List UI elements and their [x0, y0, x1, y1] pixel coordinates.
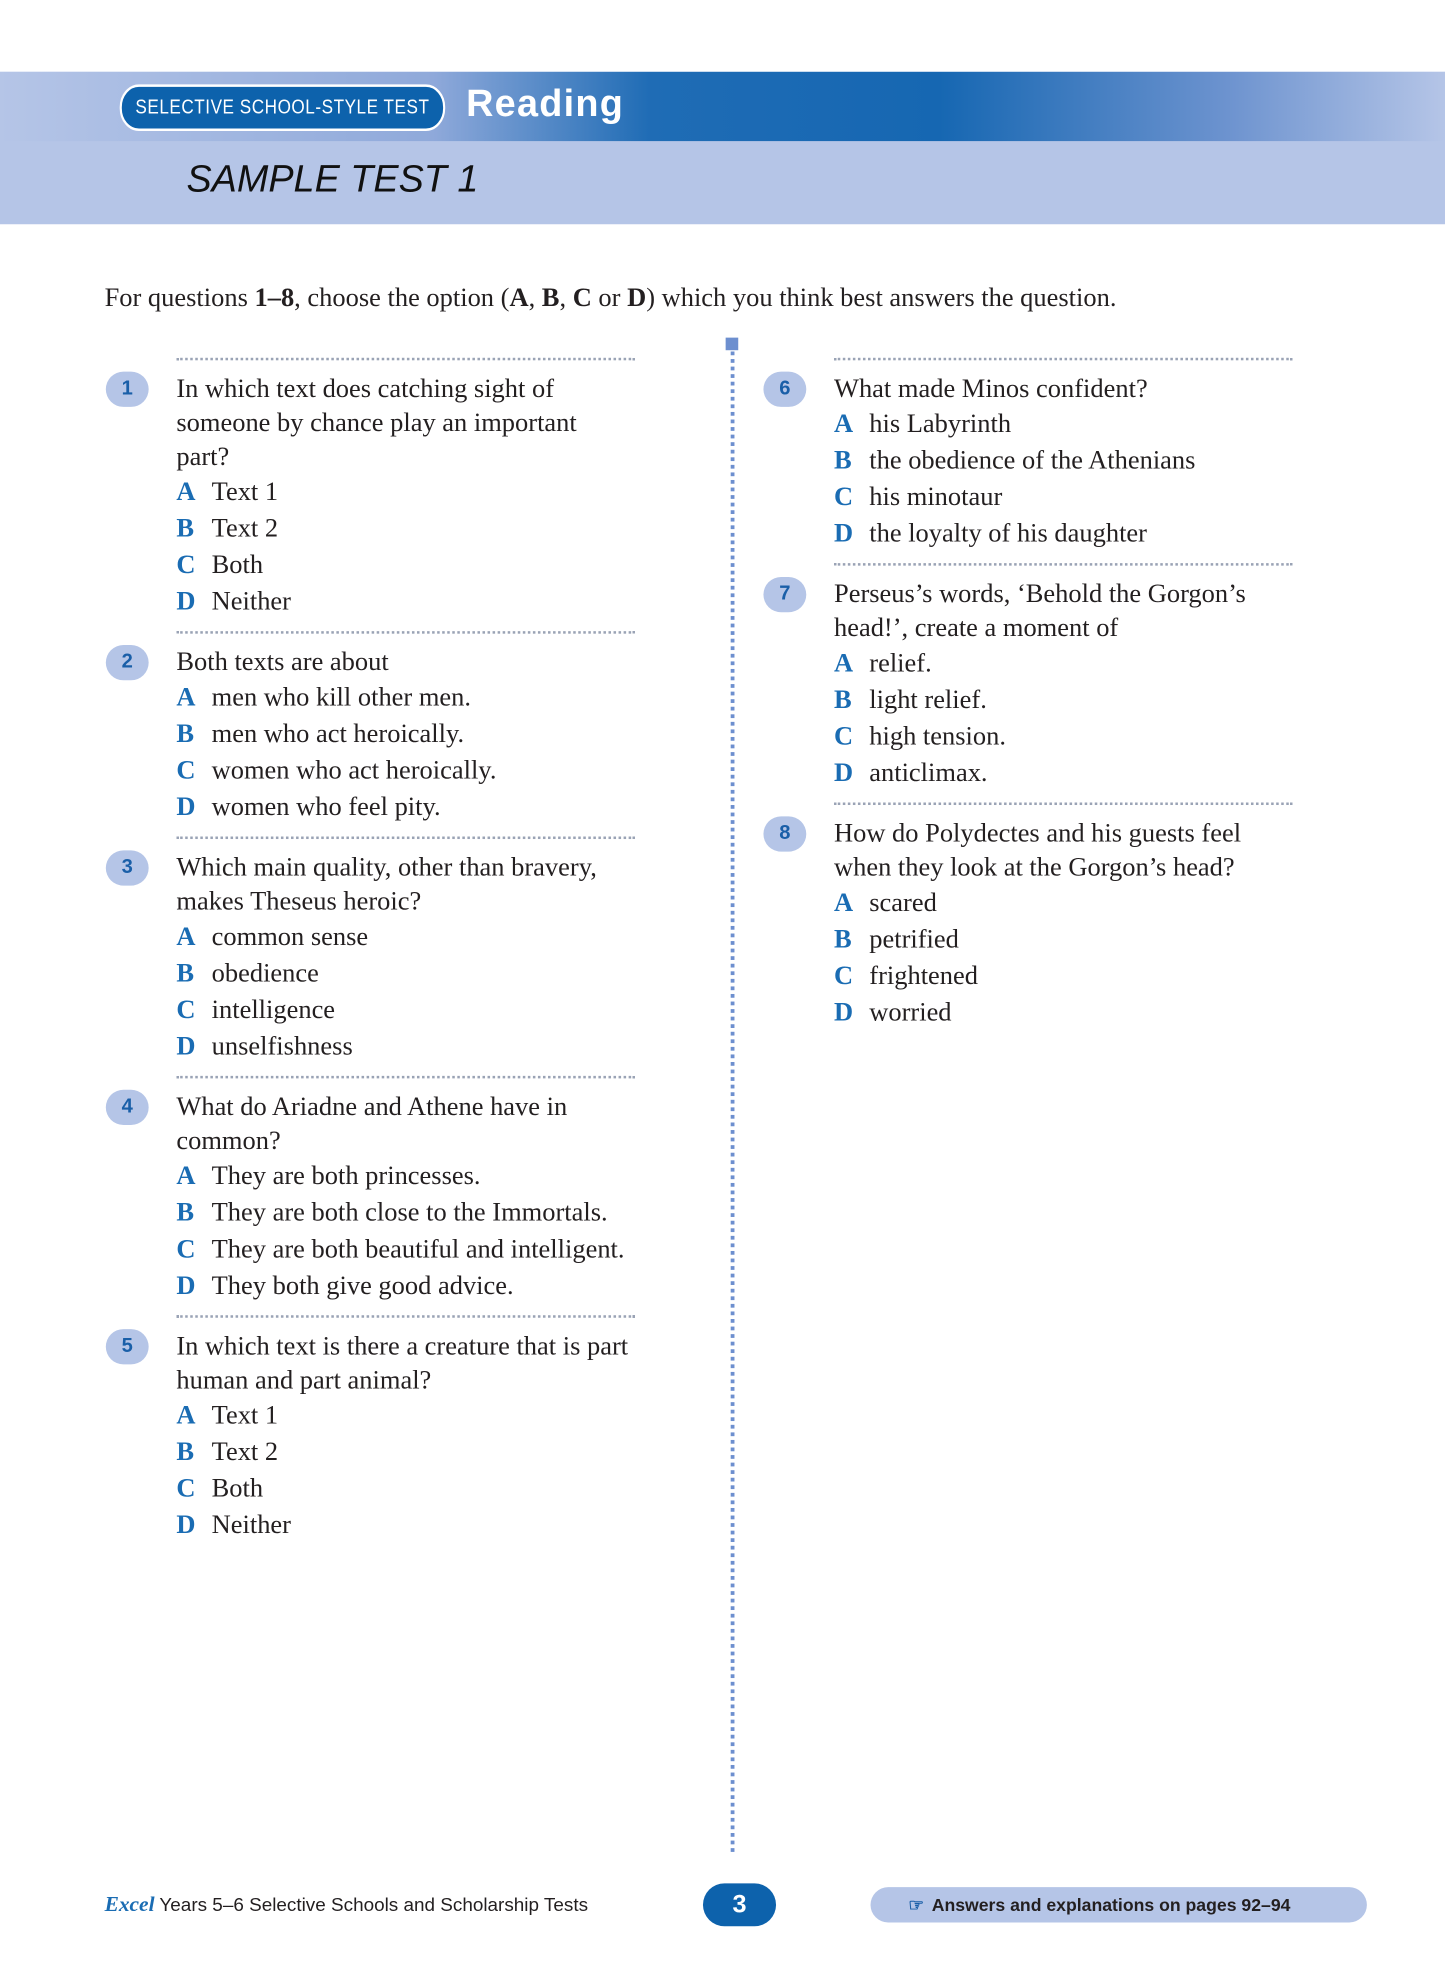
answer-option-d[interactable]: [834, 515, 1293, 552]
option-letter: B: [833, 444, 852, 475]
option-text: his Labyrinth: [869, 408, 1012, 439]
option-text: Both: [211, 1472, 264, 1503]
answer-option-b[interactable]: [834, 921, 1293, 958]
answer-option-c[interactable]: [834, 479, 1293, 516]
option-text: his minotaur: [869, 481, 1003, 512]
option-letter: C: [176, 1472, 196, 1503]
answer-option-a[interactable]: [834, 406, 1293, 443]
option-text: high tension.: [869, 720, 1006, 751]
intro-text: ) which you think best answers the question.: [646, 282, 1117, 313]
intro-text: ,: [528, 282, 542, 313]
answer-option-d[interactable]: [834, 994, 1293, 1031]
option-letter: C: [176, 549, 196, 580]
answer-option-b[interactable]: [176, 1194, 635, 1231]
answer-option-a[interactable]: [176, 474, 635, 511]
answers-text: Answers and explanations on pages 92–94: [931, 1894, 1291, 1915]
question-4: [121, 1076, 635, 1315]
option-text: light relief.: [869, 684, 987, 715]
question-stem: Both texts are about: [176, 646, 389, 677]
option-text: petrified: [869, 923, 959, 954]
answer-option-d[interactable]: [176, 1028, 635, 1065]
question-stem: What made Minos confident?: [833, 372, 1148, 404]
brand-logo: Excel: [104, 1892, 155, 1917]
option-letter: D: [176, 791, 196, 822]
answer-option-a[interactable]: [834, 645, 1293, 682]
answers-reference: [871, 1887, 1367, 1922]
intro-range: 1–8: [254, 282, 295, 313]
answer-option-c[interactable]: [834, 718, 1293, 755]
option-letter: A: [176, 476, 196, 507]
question-stem: What do Ariadne and Athene have in common?: [176, 1090, 568, 1156]
instructions: [105, 282, 1117, 313]
option-text: the obedience of the Athenians: [869, 444, 1196, 475]
option-letter: D: [176, 1269, 196, 1301]
option-text: common sense: [211, 920, 369, 952]
intro-letter: A: [509, 282, 529, 313]
left-column: [106, 358, 635, 1555]
option-text: women who feel pity.: [211, 791, 441, 822]
question-stem: In which text does catching sight of someone by chance play an important part?: [176, 372, 577, 472]
intro-text: or: [591, 282, 628, 313]
answer-option-c[interactable]: [834, 957, 1293, 994]
answer-option-b[interactable]: [834, 682, 1293, 719]
option-text: obedience: [211, 957, 319, 988]
option-letter: D: [833, 517, 854, 549]
option-text: They are both close to the Immortals.: [211, 1196, 608, 1228]
option-text: the loyalty of his daughter: [869, 517, 1147, 549]
option-letter: C: [176, 993, 196, 1025]
page-title: SAMPLE TEST 1: [186, 158, 479, 201]
answer-option-c[interactable]: [176, 1470, 635, 1507]
question-6: [779, 358, 1293, 563]
answer-option-b[interactable]: [176, 510, 635, 547]
option-text: unselfishness: [211, 1030, 353, 1061]
book-title: [105, 1892, 588, 1917]
option-text: Text 1: [211, 476, 279, 507]
answer-option-c[interactable]: [176, 752, 635, 789]
question-number-badge: 8: [763, 816, 806, 851]
intro-text: ,: [559, 282, 573, 313]
intro-letter: B: [541, 282, 560, 313]
option-letter: A: [833, 647, 854, 678]
option-letter: A: [176, 681, 196, 712]
option-letter: D: [833, 757, 854, 788]
option-letter: B: [176, 1196, 195, 1228]
option-text: frightened: [869, 959, 978, 991]
option-text: Both: [211, 549, 264, 580]
option-letter: D: [833, 996, 854, 1027]
option-letter: D: [176, 1030, 196, 1061]
right-column: [763, 358, 1292, 1042]
intro-text: , choose the option (: [294, 282, 510, 313]
test-type-badge: SELECTIVE SCHOOL-STYLE TEST: [120, 84, 446, 131]
question-number-badge: 5: [106, 1329, 149, 1364]
pointing-hand-icon: ☞: [908, 1894, 925, 1915]
option-text: Text 2: [211, 512, 279, 543]
option-text: anticlimax.: [869, 757, 988, 788]
option-text: Text 1: [211, 1399, 279, 1430]
intro-text: For questions: [104, 282, 255, 313]
option-letter: C: [833, 720, 854, 751]
answer-option-b[interactable]: [176, 716, 635, 753]
subject-heading: Reading: [466, 83, 625, 125]
answer-option-a[interactable]: [834, 884, 1293, 921]
question-number-badge: 7: [763, 577, 806, 612]
question-stem: Which main quality, other than bravery, makes Theseus heroic?: [176, 851, 597, 916]
option-text: men who act heroically.: [211, 718, 465, 749]
option-text: men who kill other men.: [211, 681, 472, 712]
option-letter: B: [176, 1436, 195, 1467]
option-text: They are both beautiful and intelligent.: [211, 1233, 625, 1264]
option-text: worried: [869, 996, 952, 1027]
option-letter: B: [833, 684, 852, 715]
option-letter: C: [833, 481, 854, 512]
answer-option-a[interactable]: [176, 1158, 635, 1195]
answer-option-b[interactable]: [176, 1434, 635, 1471]
question-number-badge: 3: [106, 850, 149, 885]
option-letter: B: [176, 512, 195, 543]
answer-option-a[interactable]: [176, 1397, 635, 1434]
option-text: intelligence: [211, 993, 336, 1025]
option-text: Neither: [211, 1509, 291, 1540]
answer-option-d[interactable]: [176, 1507, 635, 1544]
option-letter: A: [176, 1399, 196, 1430]
option-letter: A: [833, 886, 854, 918]
option-letter: B: [176, 957, 195, 988]
option-letter: C: [176, 754, 196, 785]
answer-option-d[interactable]: [834, 755, 1293, 792]
question-7: [779, 563, 1293, 802]
answer-option-c[interactable]: [176, 547, 635, 584]
answer-option-a[interactable]: [176, 918, 635, 955]
question-5: [121, 1315, 635, 1554]
option-letter: B: [833, 923, 852, 954]
option-letter: C: [176, 1233, 196, 1264]
option-letter: D: [176, 1509, 196, 1540]
question-8: [779, 802, 1293, 1041]
option-text: They both give good advice.: [211, 1269, 514, 1301]
question-stem: Perseus’s words, ‘Behold the Gorgon’s head!’, create a moment of: [833, 578, 1246, 643]
option-text: Neither: [211, 585, 291, 617]
option-letter: A: [176, 1160, 196, 1191]
option-letter: D: [176, 585, 196, 617]
page-number: 3: [703, 1883, 776, 1926]
option-letter: C: [833, 959, 854, 991]
option-text: They are both princesses.: [211, 1160, 481, 1191]
question-number-badge: 1: [106, 372, 149, 407]
intro-letter: D: [627, 282, 647, 313]
question-1: [121, 358, 635, 631]
answer-option-d[interactable]: [176, 583, 635, 620]
option-letter: A: [833, 408, 854, 439]
answer-option-d[interactable]: [176, 1267, 635, 1304]
option-text: Text 2: [211, 1436, 279, 1467]
question-number-badge: 4: [106, 1090, 149, 1125]
answer-option-a[interactable]: [176, 679, 635, 716]
question-2: [121, 631, 635, 836]
question-number-badge: 2: [106, 645, 149, 680]
option-text: women who act heroically.: [211, 754, 497, 785]
option-letter: B: [176, 718, 195, 749]
answer-option-c[interactable]: [176, 1231, 635, 1268]
option-letter: A: [176, 920, 196, 952]
question-number-badge: 6: [763, 372, 806, 407]
answer-option-b[interactable]: [176, 955, 635, 992]
answer-option-c[interactable]: [176, 991, 635, 1028]
book-name: Years 5–6 Selective Schools and Scholarship Tests: [154, 1894, 589, 1917]
option-text: relief.: [869, 647, 932, 678]
answer-option-b[interactable]: [834, 442, 1293, 479]
column-divider: [731, 343, 735, 1852]
answer-option-d[interactable]: [176, 789, 635, 826]
question-3: [121, 837, 635, 1076]
question-stem: In which text is there a creature that is part human and part animal?: [176, 1330, 629, 1395]
option-text: scared: [869, 886, 937, 918]
question-stem: How do Polydectes and his guests feel when they look at the Gorgon’s head?: [833, 817, 1242, 882]
intro-letter: C: [572, 282, 592, 313]
